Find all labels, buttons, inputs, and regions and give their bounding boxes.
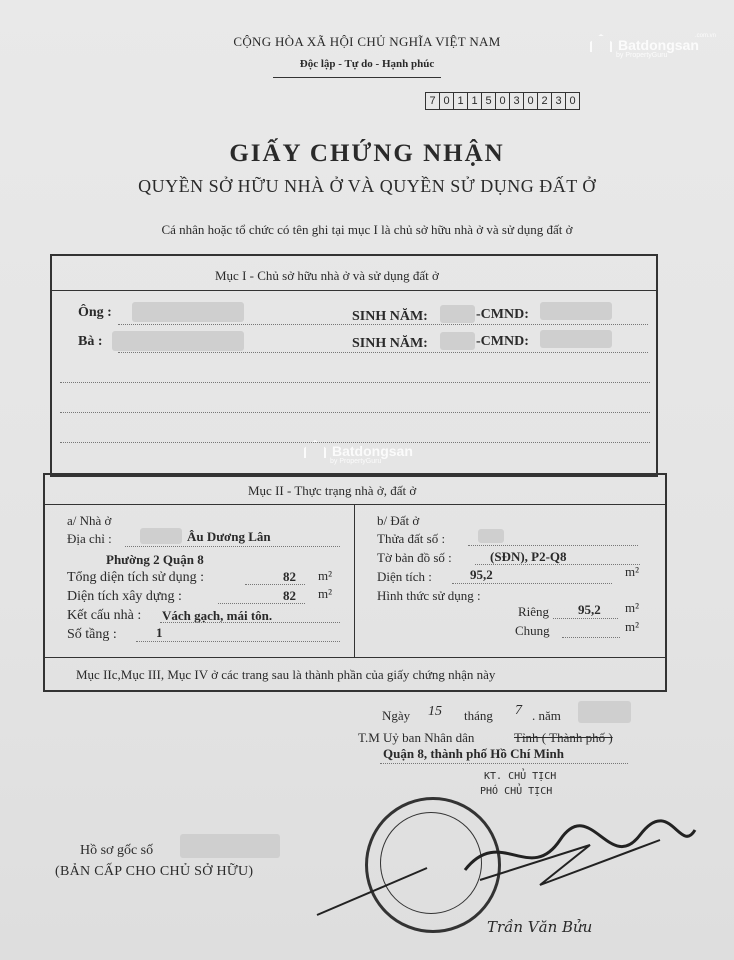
dots	[160, 622, 340, 623]
built-area-unit: m²	[318, 586, 333, 601]
map-value: (SĐN), P2-Q8	[490, 549, 567, 564]
total-area-unit: m²	[318, 568, 333, 583]
built-area-value: 82	[283, 588, 296, 603]
serial-digit: 3	[510, 93, 524, 109]
land-area-unit: m²	[625, 564, 640, 579]
dots	[475, 564, 640, 565]
country-name: CỘNG HÒA XÃ HỘI CHỦ NGHĨA VIỆT NAM	[233, 34, 501, 49]
record-number-redacted	[180, 834, 280, 858]
owner1-name-redacted	[132, 302, 244, 322]
structure-label: Kết cấu nhà :	[67, 608, 142, 623]
structure-value: Vách gạch, mái tôn.	[162, 608, 273, 623]
dots	[245, 584, 305, 585]
watermark-brand: Batdongsan	[332, 443, 413, 459]
serial-digit: 2	[538, 93, 552, 109]
house-heading: a/ Nhà ở	[67, 513, 112, 528]
house-number-redacted	[140, 528, 182, 544]
date-month: 7	[515, 703, 522, 718]
house-icon	[304, 440, 326, 458]
shared-label: Chung	[515, 623, 550, 638]
owner2-birth-label: SINH NĂM:	[352, 336, 428, 351]
owner1-id-redacted	[540, 302, 612, 320]
date-day-label: Ngày	[382, 708, 411, 723]
kt-label: KT. CHỦ TỊCH	[484, 771, 557, 782]
floors-label: Số tầng :	[67, 627, 117, 642]
owner1-birth-redacted	[440, 305, 475, 323]
dots	[60, 382, 650, 383]
watermark-center	[304, 440, 413, 465]
serial-digit: 1	[468, 93, 482, 109]
record-label: Hồ sơ gốc số	[80, 843, 154, 858]
map-label: Tờ bản đồ số :	[377, 550, 452, 565]
owner2-id-label: -CMND:	[476, 334, 529, 349]
serial-digit: 0	[569, 95, 576, 107]
dots	[118, 324, 648, 325]
dots	[60, 412, 650, 413]
shared-unit: m²	[625, 619, 640, 634]
committee-label: T.M Uỷ ban Nhân dân	[358, 730, 475, 745]
footer-note: Mục IIc,Mục III, Mục IV ở các trang sau là thành phần của giấy chứng nhận này	[76, 667, 496, 682]
copy-note: (BẢN CẤP CHO CHỦ SỞ HỮU)	[55, 864, 254, 879]
dots	[380, 763, 628, 764]
signature-scribble	[460, 815, 700, 900]
date-day: 15	[428, 704, 442, 719]
owner2-birth-redacted	[440, 332, 475, 350]
land-heading: b/ Đất ở	[377, 513, 420, 528]
dots	[118, 352, 648, 353]
year-redacted	[578, 701, 631, 723]
address-line2: Phường 2 Quận 8	[106, 552, 204, 567]
owner1-label: Ông :	[78, 305, 112, 320]
private-unit: m²	[625, 600, 640, 615]
dots	[553, 618, 618, 619]
dots	[562, 637, 620, 638]
motto: Độc lập - Tự do - Hạnh phúc	[299, 58, 435, 70]
serial-number	[425, 92, 580, 110]
built-area-label: Diện tích xây dựng :	[67, 589, 182, 604]
section1-heading: Mục I - Chủ sở hữu nhà ở và sử dụng đất ở	[215, 268, 439, 283]
date-month-label: tháng	[464, 708, 493, 723]
watermark-sub: by PropertyGuru	[330, 458, 382, 465]
owner2-name-redacted	[112, 331, 244, 351]
serial-digit: 0	[496, 93, 510, 109]
dots	[125, 546, 340, 547]
private-label: Riêng	[518, 604, 550, 619]
land-area-label: Diện tích :	[377, 569, 432, 584]
total-area-label: Tổng diện tích sử dụng :	[67, 570, 205, 585]
section2-divider	[45, 504, 665, 505]
private-value: 95,2	[578, 602, 601, 617]
address-label: Địa chỉ :	[67, 531, 112, 546]
section1-divider	[52, 290, 656, 291]
address-value: Âu Dương Lân	[187, 529, 271, 544]
owner2-label: Bà :	[78, 334, 103, 349]
floors-value: 1	[156, 625, 163, 640]
total-area-value: 82	[283, 569, 296, 584]
signer-name: Trần Văn Bửu	[487, 918, 593, 936]
land-area-value: 95,2	[470, 567, 493, 582]
owner1-id-label: -CMND:	[476, 307, 529, 322]
watermark-brand: Batdongsan	[618, 37, 699, 53]
parcel-label: Thửa đất số :	[377, 531, 446, 546]
section2-column-divider	[354, 505, 355, 657]
use-label: Hình thức sử dụng :	[377, 588, 481, 603]
owner2-id-redacted	[540, 330, 612, 348]
vice-label: PHÓ CHỦ TỊCH	[480, 786, 553, 797]
title-sub: QUYỀN SỞ HỮU NHÀ Ở VÀ QUYỀN SỬ DỤNG ĐẤT Ở	[138, 176, 596, 196]
section2-footer-divider	[45, 657, 665, 658]
parcel-number-redacted	[478, 529, 504, 543]
watermark-sub: by PropertyGuru	[616, 52, 668, 59]
serial-digit: 5	[482, 93, 496, 109]
serial-digit: 3	[552, 93, 566, 109]
serial-digit: 7	[426, 93, 440, 109]
watermark-tld: .com.vn	[695, 33, 717, 39]
section2-heading: Mục II - Thực trạng nhà ở, đất ở	[248, 483, 417, 498]
date-year-label: . năm	[532, 708, 561, 723]
pen-stroke	[312, 860, 432, 920]
motto-underline	[273, 77, 441, 78]
serial-digit: 0	[440, 93, 454, 109]
title-main: GIẤY CHỨNG NHẬN	[229, 140, 505, 167]
serial-digit: 1	[454, 93, 468, 109]
dots	[452, 583, 612, 584]
intro-text: Cá nhân hoặc tổ chức có tên ghi tại mục I là chủ sở hữu nhà ở và sử dụng đất ở	[161, 222, 573, 237]
district-label: Quận 8, thành phố Hồ Chí Minh	[383, 746, 564, 761]
serial-digit: 0	[524, 93, 538, 109]
dots	[468, 545, 638, 546]
dots	[136, 641, 340, 642]
struck-province: Tỉnh ( Thành phố )	[514, 730, 613, 745]
owner1-birth-label: SINH NĂM:	[352, 309, 428, 324]
